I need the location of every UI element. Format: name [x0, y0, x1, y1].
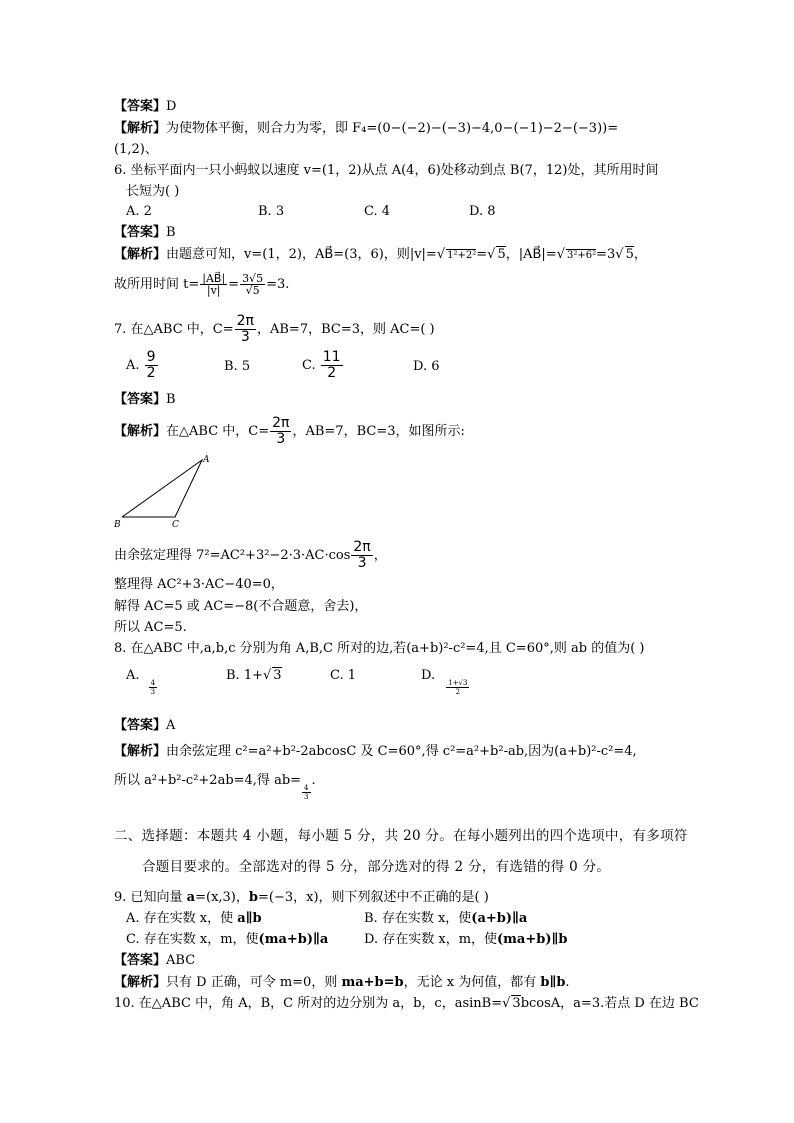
- answer-value: B: [166, 392, 176, 407]
- analysis-formula: ma+b=b: [341, 975, 404, 990]
- fraction-denominator: 3: [276, 431, 286, 447]
- q7-option-c: [302, 350, 344, 381]
- option-formula: (a+b)∥a: [471, 911, 528, 926]
- answer-value: ABC: [166, 953, 196, 968]
- analysis-text: 故所用时间 t=: [114, 277, 200, 292]
- option-label: A.: [126, 358, 140, 373]
- sqrt-radicand: 5: [625, 247, 634, 262]
- fraction-numerator: 2π: [272, 415, 290, 431]
- q10-stem: 10. 在△ABC 中，角 A，B，C 所对的边分别为 a，b，c，asinB=√ 3bcosA，a=3.若点 D 在边 BC: [114, 996, 699, 1011]
- fraction: [240, 273, 265, 296]
- fraction: [270, 416, 291, 447]
- fraction-numerator: 2π: [353, 539, 371, 555]
- question-stem: 10. 在△ABC 中，角 A，B，C 所对的边分别为 a，b，c，asinB=: [114, 996, 503, 1011]
- q7-answer-line: [114, 391, 176, 409]
- answer-label: 【答案】: [114, 392, 167, 407]
- option-formula: (ma+b)∥a: [258, 932, 329, 947]
- question-stem: 长短为( ): [126, 184, 180, 199]
- q8-option-c: C. 1: [330, 668, 357, 683]
- vertex-label-b: B: [114, 520, 121, 530]
- fraction-numerator: 2π: [236, 313, 254, 329]
- fraction: [321, 350, 343, 381]
- q8-option-d: [421, 667, 468, 696]
- option-text: D. 存在实数 x，m，使: [364, 932, 498, 947]
- sqrt-radicand: 3: [512, 996, 521, 1011]
- analysis-label: 【解析】: [114, 247, 167, 262]
- option-formula: a∥b: [237, 911, 262, 926]
- q6-option-d: D. 8: [469, 204, 496, 219]
- q7-option-a: [126, 350, 159, 381]
- q5-answer-line: [114, 98, 176, 116]
- sqrt-radicand: 3: [273, 668, 282, 683]
- analysis-text: (1,2)、: [114, 142, 158, 157]
- vector-a: a: [186, 890, 196, 905]
- fraction: [145, 350, 158, 381]
- q8-option-a: [126, 667, 156, 696]
- analysis-text: =: [476, 247, 488, 262]
- analysis-label: 【解析】: [114, 975, 167, 990]
- q9-answer-line: [114, 952, 195, 970]
- fraction-denominator: 3: [304, 793, 309, 801]
- triangle-outline: [122, 460, 202, 517]
- analysis-text: 由余弦定理 c²=a²+b²-2abcosC 及 C=60°,得 c²=a²+b²-ab,因为(a+b)²-c²=4,: [166, 744, 637, 759]
- fraction-denominator: 3: [357, 555, 367, 571]
- q9-option-a: [126, 910, 262, 928]
- analysis-text: ，: [633, 247, 647, 262]
- vertex-label-a: A: [203, 455, 210, 465]
- question-stem: 7. 在△ABC 中，C=: [114, 322, 234, 337]
- fraction-numerator: 3√5: [242, 272, 264, 285]
- fraction: [351, 540, 372, 571]
- fraction-denominator: 2: [146, 365, 156, 381]
- analysis-text: 为使物体平衡，则合力为零，即 F₄=(0−(−2)−(−3)−4,0−(−1)−2−(−3))=: [166, 121, 619, 136]
- sqrt-radicand: 5: [497, 247, 506, 262]
- question-stem: bcosA，a=3.若点 D 在边 BC: [520, 996, 699, 1011]
- q8-stem: 8. 在△ABC 中,a,b,c 分别为角 A,B,C 所对的边,若(a+b)²-c²=4,且 C=60°,则 ab 的值为( ): [114, 641, 645, 656]
- q6-analysis-line1: 【解析】由题意可知，v=(1，2)，AB⃗=(3，6)，则|v|=√ 1²+2²=√ 5，|AB⃗|=√ 3²+6²=3√ 5，: [114, 247, 647, 262]
- q9-option-b: [364, 910, 527, 928]
- analysis-label: 【解析】: [114, 744, 167, 759]
- fraction: [149, 679, 157, 696]
- question-stem: =(x,3)，: [195, 890, 249, 905]
- fraction: [302, 784, 310, 801]
- question-stem: 6. 坐标平面内一只小蚂蚁以速度 v=(1，2)从点 A(4，6)处移动到点 B(7，12)处，其所用时间: [114, 163, 659, 178]
- question-stem: ，AB=7，BC=3，则 AC=( ): [256, 322, 435, 337]
- analysis-text: ，无论 x 为何值，都有: [403, 975, 541, 990]
- q7-option-b: B. 5: [224, 359, 251, 374]
- option-text: B. 1+: [226, 668, 263, 683]
- option-label: D.: [421, 668, 436, 683]
- q6-analysis-line2: [114, 273, 289, 296]
- q6-answer-line: [114, 224, 176, 242]
- q9-stem: [114, 889, 489, 907]
- q7-analysis: [114, 416, 465, 447]
- q6-stem-line1: [114, 162, 658, 180]
- fraction-denominator: 2: [455, 688, 461, 696]
- q6-stem-line2: [126, 183, 179, 201]
- question-stem: 9. 已知向量: [114, 890, 187, 905]
- question-stem: =(−3，x)，则下列叙述中不正确的是( ): [257, 890, 489, 905]
- analysis-text: =: [228, 277, 240, 292]
- fraction-denominator: |v|: [206, 284, 221, 297]
- q9-option-d: [364, 931, 567, 949]
- q7-step2: 解得 AC=5 或 AC=−8(不合题意，舍去)，: [114, 599, 368, 614]
- q7-step3: 所以 AC=5.: [114, 620, 187, 635]
- q9-analysis: [114, 974, 570, 992]
- analysis-text: 只有 D 正确，可令 m=0，则: [166, 975, 342, 990]
- analysis-text: ，AB=7，BC=3，如图所示:: [292, 424, 465, 439]
- analysis-text: .: [565, 975, 570, 990]
- fraction-numerator: 1+√3: [448, 679, 468, 687]
- option-label: C.: [302, 358, 316, 373]
- option-label: A.: [126, 668, 140, 683]
- option-formula: (ma+b)∥b: [497, 932, 568, 947]
- vector-b: b: [248, 890, 258, 905]
- answer-label: 【答案】: [114, 953, 167, 968]
- answer-label: 【答案】: [114, 718, 167, 733]
- fraction-numerator: |AB⃗|: [202, 272, 226, 285]
- analysis-label: 【解析】: [114, 121, 167, 136]
- answer-label: 【答案】: [114, 99, 167, 114]
- q7-option-d: D. 6: [413, 359, 440, 374]
- fraction-numerator: 9: [146, 349, 156, 365]
- vertex-label-c: C: [172, 520, 179, 530]
- q7-law-of-cosines: [114, 540, 387, 571]
- fraction-denominator: 3: [240, 329, 250, 345]
- q9-option-c: [126, 931, 328, 949]
- q8-analysis-line2: [114, 772, 316, 801]
- option-text: A. 存在实数 x，使: [126, 911, 238, 926]
- section2-heading-line1: 二、选择题：本题共 4 小题，每小题 5 分，共 20 分。在每小题列出的四个选项中，有多项符: [114, 828, 688, 844]
- option-text: C. 存在实数 x，m，使: [126, 932, 259, 947]
- q6-option-a: A. 2: [126, 204, 152, 219]
- fraction: [235, 314, 256, 345]
- answer-label: 【答案】: [114, 225, 167, 240]
- analysis-label: 【解析】: [114, 424, 167, 439]
- answer-value: B: [166, 225, 176, 240]
- q7-step1: 整理得 AC²+3·AC−40=0，: [114, 577, 284, 592]
- fraction-numerator: 11: [322, 349, 341, 365]
- analysis-text: 由余弦定理得 7²=AC²+3²−2·3·AC·cos: [114, 548, 351, 563]
- analysis-text: =3: [596, 247, 616, 262]
- triangle-figure: [112, 452, 222, 532]
- analysis-text: ，: [373, 548, 387, 563]
- q6-option-b: B. 3: [258, 204, 285, 219]
- answer-value: A: [166, 718, 176, 733]
- sqrt-radicand: 1²+2²: [447, 250, 477, 261]
- analysis-text: 所以 a²+b²-c²+2ab=4,得 ab=: [114, 773, 302, 788]
- fraction-denominator: √5: [245, 284, 260, 297]
- q5-analysis-line2: [114, 141, 158, 159]
- analysis-text: 由题意可知，v=(1，2)，AB⃗=(3，6)，则|v|=: [166, 247, 437, 262]
- option-text: B. 存在实数 x，使: [364, 911, 472, 926]
- fraction-numerator: 4: [304, 784, 309, 792]
- analysis-formula: b∥b: [540, 975, 566, 990]
- fraction: [446, 679, 469, 696]
- analysis-text: =3.: [266, 277, 290, 292]
- q8-option-b: B. 1+√ 3: [226, 668, 282, 683]
- q8-answer-line: [114, 717, 175, 735]
- fraction-numerator: 4: [150, 679, 156, 687]
- fraction-denominator: 2: [327, 365, 337, 381]
- analysis-text: .: [311, 773, 316, 788]
- analysis-text: ，|AB⃗|=: [505, 247, 557, 262]
- fraction-denominator: 3: [150, 688, 156, 696]
- analysis-text: 在△ABC 中，C=: [166, 424, 270, 439]
- answer-value: D: [166, 99, 177, 114]
- section2-heading-line2: 合题目要求的。全部选对的得 5 分，部分选对的得 2 分，有选错的得 0 分。: [142, 859, 611, 875]
- q7-stem: [114, 314, 435, 345]
- q5-analysis-line1: [114, 120, 618, 138]
- sqrt-radicand: 3²+6²: [567, 250, 597, 261]
- fraction: [200, 273, 227, 296]
- q6-option-c: C. 4: [364, 204, 391, 219]
- q8-analysis-line1: [114, 743, 637, 761]
